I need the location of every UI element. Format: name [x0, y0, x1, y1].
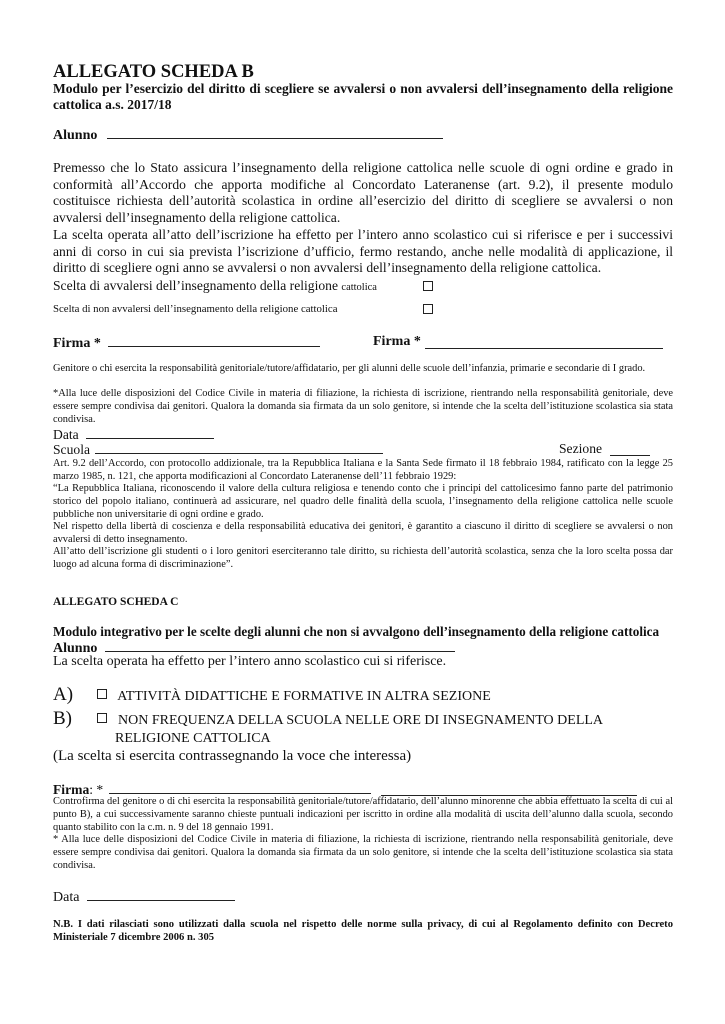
alunno-c-label: Alunno: [53, 641, 98, 656]
quote-1: “La Repubblica Italiana, riconoscendo il valore della cultura religiosa e tenendo conto che i principi del cattolicesimo fanno parte del patrimonio storico del popolo italiano, continuerà ad assicurare, nel quadro delle finalità della scuola, l’insegnamento della religione cattolica nelle scuole pubbliche non universitarie di ogni ordine e grado.: [53, 483, 673, 520]
scheda-c-title: ALLEGATO SCHEDA C: [53, 596, 179, 608]
scuola-label: Scuola: [53, 442, 90, 457]
choice-non-avvalersi-checkbox[interactable]: [423, 304, 433, 314]
choice-avvalersi-row: [53, 278, 673, 296]
scheda-b-title: ALLEGATO SCHEDA B: [53, 62, 254, 82]
quote-3: All’atto dell’iscrizione gli studenti o i loro genitori eserciteranno tale diritto, su richiesta dell’autorità scolastica, senza che la loro scelta possa dar luogo ad alcuna forma di discriminazione”.: [53, 546, 673, 570]
option-a-label: ATTIVITÀ DIDATTICHE E FORMATIVE IN ALTRA SEZIONE: [117, 689, 491, 704]
firma-label-2: Firma *: [373, 334, 421, 349]
firma-c-suffix: : *: [89, 782, 104, 797]
firma-c-label: Firma: [53, 782, 90, 797]
choice-avvalersi-label-small: cattolica: [341, 282, 377, 293]
codice-civile-note-c: * Alla luce delle disposizioni del Codice Civile in materia di filiazione, la richiesta di iscrizione, rientrando nella responsabilità genitoriale, deve essere sempre condivisa dai genitori. Qualora la domanda sia firmata da un solo genitore, si intende che la scelta dell’istituzione scolastica sia stata condivisa.: [53, 834, 673, 871]
option-b-label-line1: NON FREQUENZA DELLA SCUOLA NELLE ORE DI INSEGNAMENTO DELLA: [118, 713, 604, 728]
sezione-label: Sezione: [559, 441, 603, 456]
art-text: Art. 9.2 dell’Accordo, con protocollo addizionale, tra la Repubblica Italiana e la Santa Sede firmato il 18 febbraio 1984, ratificato con la legge 25 marzo 1985, n. 121, che apporta modificazioni al Concordato Lateranense dell’11 febbraio 1929:: [53, 458, 673, 482]
scheda-c-subtitle: Modulo integrativo per le scelte degli alunni che non si avvalgono dell’insegnamento della religione cattolica: [53, 624, 660, 639]
scelta-paragraph: La scelta operata all’atto dell’iscrizione ha effetto per l’intero anno scolastico cui si riferisce e per i successivi anni di corso in cui sia prevista l’iscrizione d’ufficio, fermo restando, anche nelle modalità di applicazione, il diritto di scegliere ogni anno se avvalersi o non avvalersi dell’insegnamento della religione cattolica.: [53, 227, 673, 276]
option-b-row: [53, 710, 673, 730]
sezione-field[interactable]: [610, 443, 650, 456]
data-c-row: [53, 888, 673, 906]
scuola-row: [53, 441, 673, 458]
quote-2: Nel rispetto della libertà di coscienza e della responsabilità educativa dei genitori, è garantito a ciascuno il diritto di scegliere se avvalersi o non avvalersi di detto insegnamento.: [53, 521, 673, 545]
scelta-effect: La scelta operata ha effetto per l’intero anno scolastico cui si riferisce.: [53, 654, 447, 669]
firma-field-2[interactable]: [425, 336, 663, 349]
option-a-letter: A): [53, 684, 74, 705]
data-field[interactable]: [86, 426, 214, 439]
note-genitore: Genitore o chi esercita la responsabilità genitoriale/tutore/affidatario, per gli alunni delle scuole dell’infanzia, primarie e secondarie di I grado.: [53, 363, 646, 374]
firma-c-field-2[interactable]: [381, 783, 637, 796]
firma-row: [53, 334, 673, 352]
choice-non-avvalersi-row: [53, 302, 673, 316]
option-a-row: [53, 686, 673, 706]
data-c-label: Data: [53, 890, 80, 905]
choice-non-avvalersi-label: Scelta di non avvalersi dell’insegnamento della religione cattolica: [53, 303, 338, 315]
firma-c-field-1[interactable]: [109, 781, 371, 794]
option-a-checkbox[interactable]: [97, 689, 107, 699]
choice-avvalersi-label: Scelta di avvalersi dell’insegnamento della religione: [53, 278, 338, 293]
option-b-checkbox[interactable]: [97, 713, 107, 723]
alunno-field[interactable]: [107, 126, 443, 139]
note-codice-civile: *Alla luce delle disposizioni del Codice Civile in materia di filiazione, la richiesta di iscrizione, rientrando nella responsabilità genitoriale, deve essere sempre condivisa dai genitori. Qualora la domanda sia firmata da un solo genitore, si intende che la scelta dell’istituzione scolastica sia stata condivisa.: [53, 388, 673, 425]
firma-label-1: Firma *: [53, 336, 101, 351]
scuola-field[interactable]: [95, 441, 383, 454]
instruction-text: (La scelta si esercita contrassegnando la voce che interessa): [53, 748, 412, 764]
controfirma-note: Controfirma del genitore o di chi esercita la responsabilità genitoriale/tutore/affidatario, dell’alunno minorenne che abbia effettuato la scelta di cui al punto B), a cui successivamente saranno chieste puntuali indicazioni per iscritto in ordine alla modalità di uscita dell’alunno dalla scuola, secondo quanto stabilito con la c.m. n. 9 del 18 gennaio 1991.: [53, 796, 673, 833]
alunno-row: [53, 126, 673, 144]
scheda-b-subtitle: Modulo per l’esercizio del diritto di scegliere se avvalersi o non avvalersi dell’insegnamento della religione cattolica a.s. 2017/18: [53, 81, 673, 112]
premessa-paragraph: Premesso che lo Stato assicura l’insegnamento della religione cattolica nelle scuole di ogni ordine e grado in conformità all’Accordo che apporta modifiche al Concordato Lateranense (art. 9.2), il presente modulo costituisce richiesta dell’autorità scolastica in ordine all’esercizio del diritto di scegliere se avvalersi o non avvalersi dell’insegnamento della religione cattolica.: [53, 160, 673, 225]
option-b-label-line2: RELIGIONE CATTOLICA: [115, 731, 271, 746]
data-label: Data: [53, 427, 79, 442]
choice-avvalersi-checkbox[interactable]: [423, 281, 433, 291]
alunno-c-field[interactable]: [105, 639, 455, 652]
nb-privacy: N.B. I dati rilasciati sono utilizzati dalla scuola nel rispetto delle norme sulla privacy, di cui al Regolamento definito con Decreto Ministeriale 7 dicembre 2006 n. 305: [53, 919, 673, 943]
data-c-field[interactable]: [87, 888, 235, 901]
option-b-letter: B): [53, 708, 72, 729]
alunno-label: Alunno: [53, 128, 98, 143]
firma-field-1[interactable]: [108, 334, 320, 347]
